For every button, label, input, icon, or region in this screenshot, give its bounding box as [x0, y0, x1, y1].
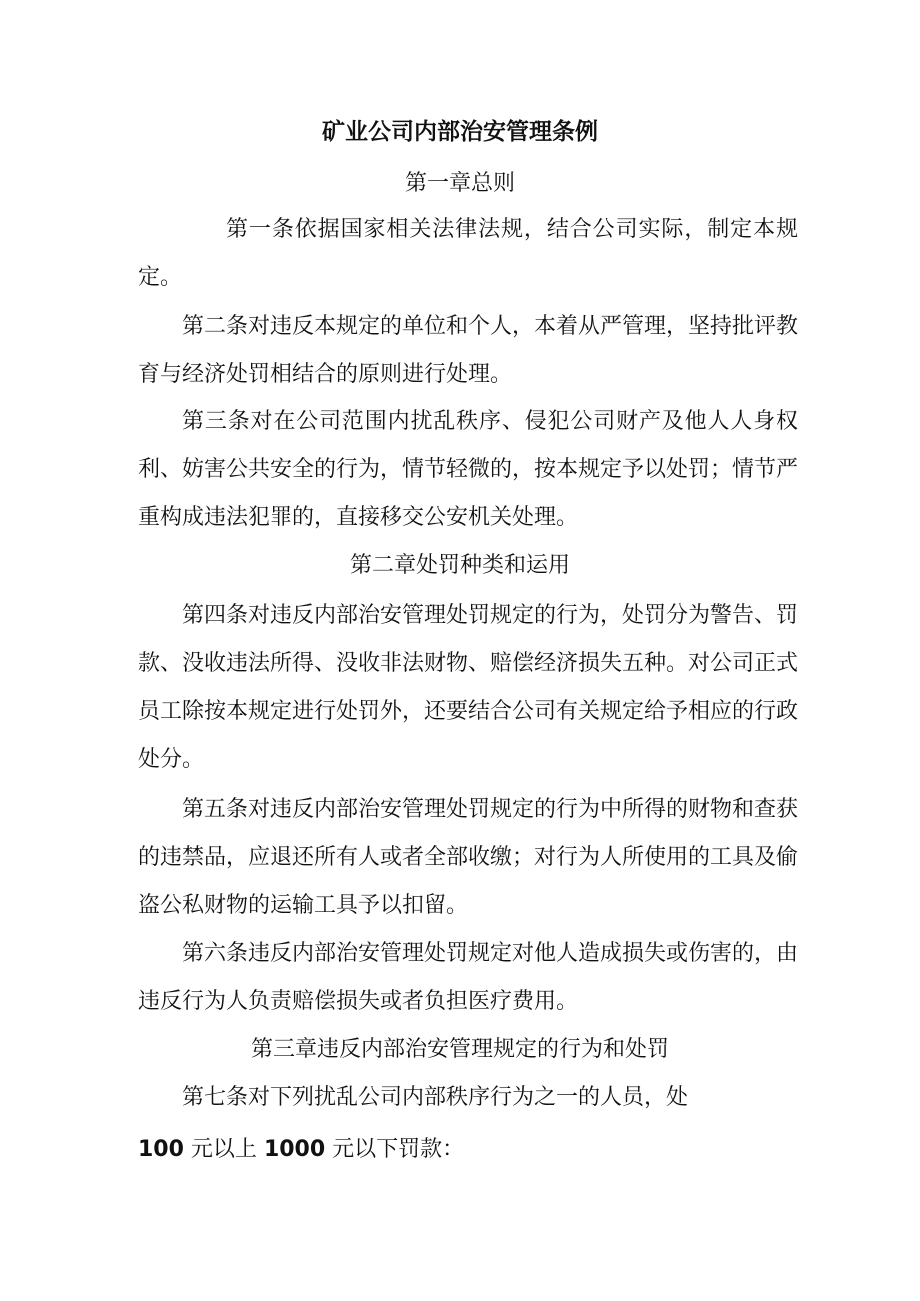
article-1: 第一条依据国家相关法律法规，结合公司实际，制定本规定。	[138, 217, 798, 290]
chapter-3-heading: 第三章违反内部治安管理规定的行为和处罚	[250, 1037, 669, 1062]
article-4: 第四条对违反内部治安管理处罚规定的行为，处罚分为警告、罚款、没收违法所得、没收非法财物、赔偿经济损失五种。对公司正式员工除按本规定进行处罚外，还要结合公司有关规定给予相应的行政处分。	[138, 603, 799, 772]
chapter-2-heading: 第二章处罚种类和运用	[349, 553, 570, 578]
article-7-line-1: 第七条对下列扰乱公司内部秩序行为之一的人员，处	[182, 1085, 689, 1110]
article-6: 第六条违反内部治安管理处罚规定对他人造成损失或伤害的，由违反行为人负责赔偿损失或者负担医疗费用。	[138, 941, 799, 1014]
article-5: 第五条对违反内部治安管理处罚规定的行为中所得的财物和查获的违禁品，应退还所有人或者全部收缴；对行为人所使用的工具及偷盗公私财物的运输工具予以扣留。	[138, 797, 799, 918]
amount-connector: 元以上	[183, 1137, 264, 1162]
amount-suffix: 元以下罚款：	[325, 1137, 465, 1162]
article-7-line-2	[138, 1132, 798, 1168]
article-2: 第二条对违反本规定的单位和个人，本着从严管理，坚持批评教育与经济处罚相结合的原则进行处理。	[138, 314, 799, 387]
amount-100: 100	[138, 1137, 184, 1162]
article-3: 第三条对在公司范围内扰乱秩序、侵犯公司财产及他人人身权利、妨害公共安全的行为，情节轻微的，按本规定予以处罚；情节严重构成违法犯罪的，直接移交公安机关处理。	[138, 409, 799, 530]
chapter-1-heading: 第一章总则	[404, 171, 515, 196]
document-title: 矿业公司内部治安管理条例	[322, 118, 598, 145]
amount-1000: 1000	[263, 1137, 326, 1162]
